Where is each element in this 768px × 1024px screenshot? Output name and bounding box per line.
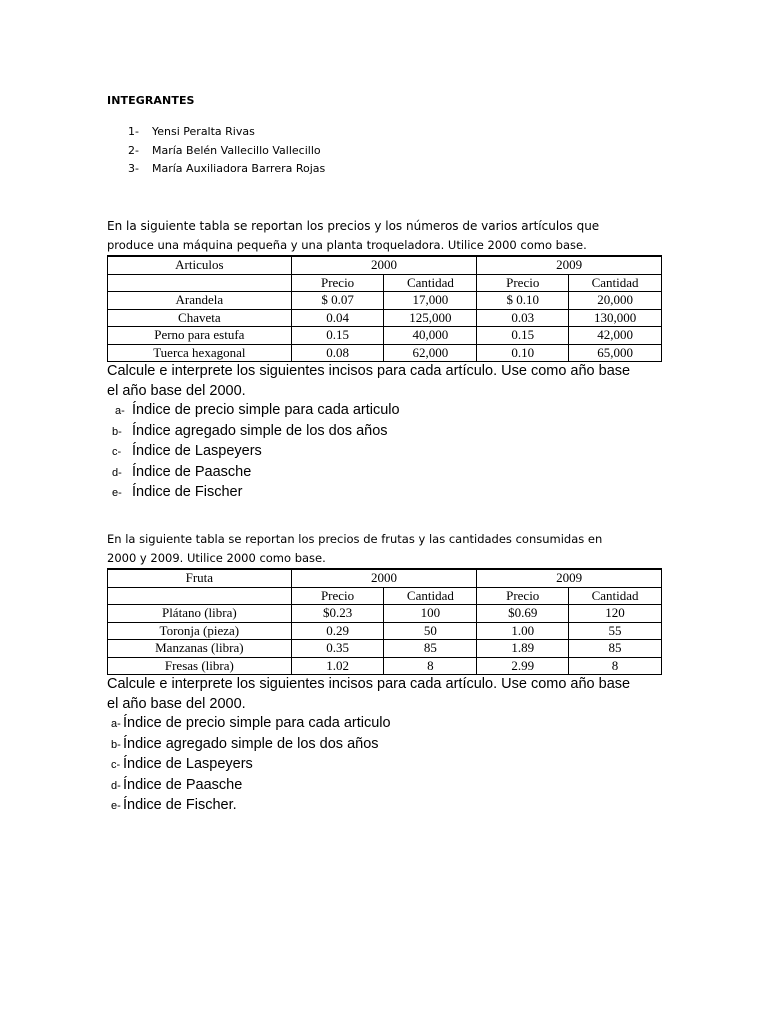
table-cell: Toronja (pieza) [108, 622, 292, 640]
list-item [107, 755, 667, 776]
instruction-line: Calcule e interprete los siguientes incisos para cada artículo. Use como año base [107, 676, 631, 692]
member-name: Yensi Peralta Rivas [152, 125, 255, 138]
table-cell: Perno para estufa [108, 327, 292, 345]
instruction-line: Calcule e interprete los siguientes incisos para cada artículo. Use como año base [107, 363, 631, 379]
item-letter: d- [112, 466, 122, 479]
table-cell: 20,000 [569, 292, 662, 310]
table-header-year: 2009 [477, 256, 662, 274]
table-cell: $ 0.10 [477, 292, 569, 310]
intro-line: En la siguiente tabla se reportan los precios de frutas y las cantidades consumidas en [107, 532, 603, 546]
list-item [107, 483, 667, 504]
intro-line: produce una máquina pequeña y una planta troqueladora. Utilice 2000 como base. [107, 238, 587, 252]
table-row [108, 657, 662, 675]
table-cell: 0.10 [477, 344, 569, 362]
table-cell: 1.89 [477, 640, 569, 658]
members-list [128, 123, 325, 179]
table-cell: 55 [569, 622, 662, 640]
list-item [107, 463, 667, 484]
item-text: Índice de precio simple para cada articulo [132, 402, 400, 418]
table-cell: Tuerca hexagonal [108, 344, 292, 362]
table-row [108, 327, 662, 345]
table-cell: 0.15 [291, 327, 384, 345]
item-letter: e- [112, 487, 122, 499]
item-text: Índice de Paasche [123, 776, 243, 793]
table-subheader: Precio [291, 274, 384, 292]
table-cell: 0.04 [291, 309, 384, 327]
table-cell: Plátano (libra) [108, 605, 292, 623]
table-cell: 17,000 [384, 292, 477, 310]
table-cell: 0.08 [291, 344, 384, 362]
item-text: Índice de Fischer [132, 484, 243, 500]
table-subheader: Precio [291, 587, 384, 605]
table-cell: 120 [569, 605, 662, 623]
table-cell: 65,000 [569, 344, 662, 362]
table-cell: 125,000 [384, 309, 477, 327]
member-number: 1- [128, 125, 139, 138]
table-cell: 40,000 [384, 327, 477, 345]
table-cell: $0.69 [477, 605, 569, 623]
item-letter: c- [111, 759, 121, 771]
section2-items [107, 714, 667, 817]
table-cell: 1.02 [291, 657, 384, 675]
member-number: 3- [128, 162, 139, 175]
table-cell: 0.03 [477, 309, 569, 327]
item-letter: a- [115, 405, 125, 417]
list-item [107, 776, 667, 797]
table-cell: 50 [384, 622, 477, 640]
table-row [108, 292, 662, 310]
list-item [107, 401, 667, 422]
table-cell: 62,000 [384, 344, 477, 362]
table-row [108, 605, 662, 623]
table-subheader: Cantidad [569, 274, 662, 292]
item-letter: a- [111, 718, 121, 730]
table-subheader: Precio [477, 587, 569, 605]
item-text: Índice de precio simple para cada articulo [123, 715, 391, 731]
table-cell: 85 [569, 640, 662, 658]
table-row [108, 344, 662, 362]
table-cell [108, 274, 292, 292]
table-cell: 8 [569, 657, 662, 675]
table-cell: 1.00 [477, 622, 569, 640]
table-cell [108, 587, 292, 605]
item-text: Índice de Laspeyers [123, 756, 253, 772]
table-cell: 0.29 [291, 622, 384, 640]
list-item [107, 442, 667, 463]
table-cell: 8 [384, 657, 477, 675]
table-subheader: Cantidad [384, 274, 477, 292]
heading-integrantes: INTEGRANTES [107, 94, 195, 107]
table-cell: Manzanas (libra) [108, 640, 292, 658]
item-letter: c- [112, 446, 122, 458]
table-header: Fruta [108, 569, 292, 587]
list-item [107, 714, 667, 735]
list-item [107, 735, 667, 756]
table-row [108, 622, 662, 640]
table-cell: 85 [384, 640, 477, 658]
member-item [128, 142, 325, 161]
item-letter: b- [112, 425, 122, 438]
table-header: Articulos [108, 256, 292, 274]
table-cell: 0.35 [291, 640, 384, 658]
list-item [107, 422, 667, 443]
intro-line: En la siguiente tabla se reportan los precios y los números de varios artículos que [107, 219, 600, 233]
table-cell: Chaveta [108, 309, 292, 327]
table-subheader: Cantidad [569, 587, 662, 605]
item-letter: d- [111, 779, 121, 792]
table-row [108, 640, 662, 658]
section1-items [107, 401, 667, 504]
member-name: María Auxiliadora Barrera Rojas [152, 162, 326, 175]
table-cell: 100 [384, 605, 477, 623]
instruction-line: el año base del 2000. [107, 695, 246, 712]
table-cell: $ 0.07 [291, 292, 384, 310]
section1-intro [107, 217, 667, 255]
articles-table [107, 255, 662, 362]
table-header-year: 2000 [291, 256, 477, 274]
item-text: Índice de Fischer. [123, 797, 237, 813]
table-header-year: 2009 [477, 569, 662, 587]
item-text: Índice de Laspeyers [132, 443, 262, 459]
table-row [108, 309, 662, 327]
table-cell: Fresas (libra) [108, 657, 292, 675]
table-cell: 2.99 [477, 657, 569, 675]
item-letter: b- [111, 738, 121, 751]
table-subheader: Precio [477, 274, 569, 292]
item-text: Índice agregado simple de los dos años [132, 422, 388, 439]
section2-instructions [107, 675, 667, 817]
fruits-table [107, 568, 662, 675]
section2-intro [107, 530, 667, 568]
table-subheader: Cantidad [384, 587, 477, 605]
list-item [107, 796, 667, 817]
member-name: María Belén Vallecillo Vallecillo [152, 143, 321, 157]
intro-line: 2000 y 2009. Utilice 2000 como base. [107, 551, 326, 565]
member-item [128, 160, 325, 179]
table-header-year: 2000 [291, 569, 477, 587]
member-number: 2- [128, 143, 139, 157]
section1-instructions [107, 362, 667, 504]
member-item [128, 123, 325, 142]
table-cell: $0.23 [291, 605, 384, 623]
item-text: Índice de Paasche [132, 463, 252, 480]
item-text: Índice agregado simple de los dos años [123, 735, 379, 752]
table-cell: 42,000 [569, 327, 662, 345]
instruction-line: el año base del 2000. [107, 382, 246, 399]
table-cell: 130,000 [569, 309, 662, 327]
table-cell: Arandela [108, 292, 292, 310]
table-cell: 0.15 [477, 327, 569, 345]
item-letter: e- [111, 800, 121, 812]
